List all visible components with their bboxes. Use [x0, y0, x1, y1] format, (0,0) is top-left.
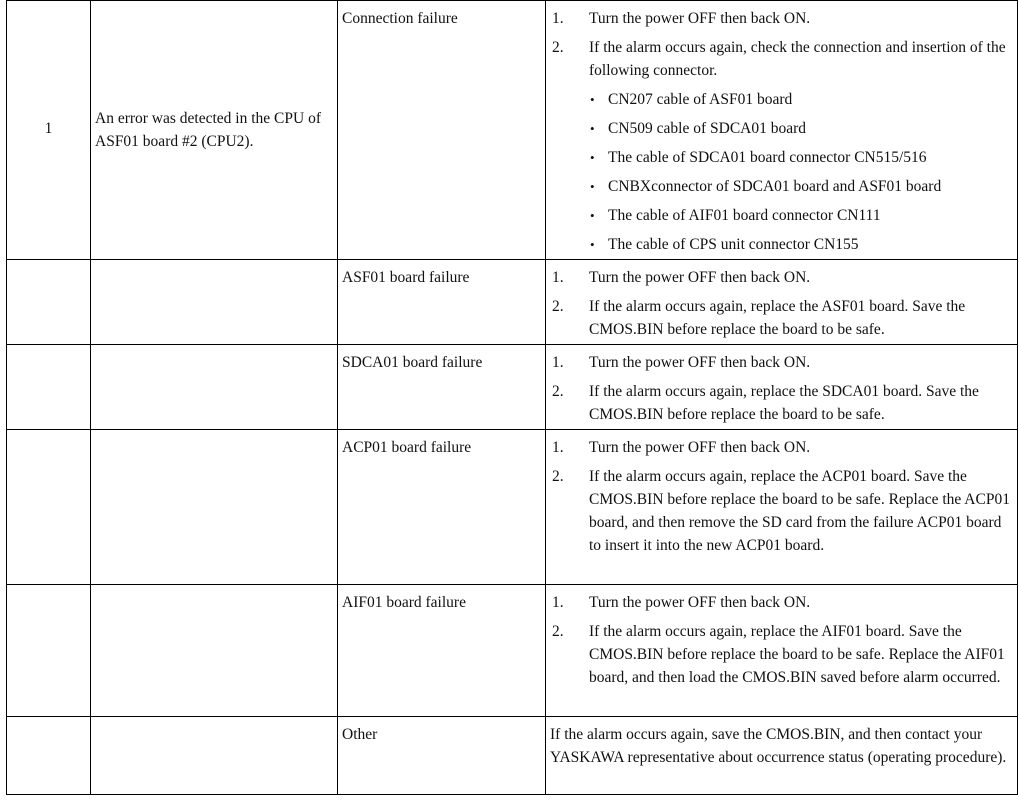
connector-text: The cable of SDCA01 board connector CN515/516 — [608, 149, 927, 166]
remedy-cell — [546, 585, 1018, 717]
list-item — [589, 175, 1013, 198]
remedy-step — [550, 351, 1013, 374]
remedy-step — [550, 436, 1013, 459]
alarm-number — [7, 345, 90, 354]
remedy-cell — [546, 260, 1018, 345]
remedy-text: If the alarm occurs again, save the CMOS.BIN, and then contact your YASKAWA representative about occurrence status (operating procedure). — [550, 726, 1007, 766]
remedy-step — [550, 266, 1013, 289]
remedy-step — [550, 36, 1013, 256]
remedy-cell — [546, 430, 1018, 585]
step-number: 2. — [552, 468, 564, 485]
list-item — [589, 88, 1013, 111]
step-number: 1. — [552, 439, 564, 456]
list-item — [589, 204, 1013, 227]
step-number: 2. — [552, 298, 564, 315]
alarm-number — [7, 430, 90, 439]
alarm-remedy-table — [6, 0, 1018, 795]
table-row — [7, 717, 1018, 795]
step-text: If the alarm occurs again, replace the AIF01 board. Save the CMOS.BIN before replace the board to be safe. Replace the AIF01 board, and then load the CMOS.BIN saved before alarm occurred. — [589, 623, 1005, 686]
step-number: 1. — [552, 10, 564, 27]
step-text: If the alarm occurs again, replace the ACP01 board. Save the CMOS.BIN before replace the board to be safe. Replace the ACP01 board, and then remove the SD card from the failure ACP01 board to insert it into the new ACP01 board. — [589, 468, 1010, 554]
alarm-description-cell — [91, 430, 338, 585]
alarm-number — [7, 585, 90, 594]
alarm-number — [7, 717, 90, 726]
bullet-icon: • — [590, 179, 595, 194]
step-body — [589, 36, 1013, 256]
table-row — [7, 1, 1018, 260]
step-number: 2. — [552, 383, 564, 400]
list-item — [589, 146, 1013, 169]
step-text: If the alarm occurs again, check the connection and insertion of the following connector. — [589, 39, 1006, 79]
cause-cell — [338, 430, 546, 585]
alarm-description — [91, 345, 337, 354]
cause-cell — [338, 585, 546, 717]
bullet-icon: • — [590, 237, 595, 252]
step-text: Turn the power OFF then back ON. — [589, 594, 811, 611]
remedy-step — [550, 591, 1013, 614]
connector-text: CN207 cable of ASF01 board — [608, 91, 793, 108]
cause-label: AIF01 board failure — [342, 594, 466, 611]
cause-cell — [338, 1, 546, 260]
alarm-number-cell — [7, 345, 91, 430]
alarm-description-cell — [91, 1, 338, 260]
alarm-description-cell — [91, 345, 338, 430]
bullet-icon: • — [590, 208, 595, 223]
step-text: If the alarm occurs again, replace the ASF01 board. Save the CMOS.BIN before replace the board to be safe. — [589, 298, 966, 338]
remedy-step — [550, 465, 1013, 557]
bullet-icon: • — [590, 150, 595, 165]
cause-label: Other — [342, 726, 378, 743]
remedy-steps — [546, 345, 1017, 429]
table-row — [7, 430, 1018, 585]
alarm-number-cell — [7, 430, 91, 585]
alarm-description — [91, 430, 337, 439]
cause-cell — [338, 345, 546, 430]
remedy-step — [550, 380, 1013, 426]
remedy-cell — [546, 717, 1018, 795]
list-item — [589, 233, 1013, 256]
cause-cell — [338, 260, 546, 345]
connector-text: The cable of AIF01 board connector CN111 — [608, 207, 881, 224]
remedy-steps — [546, 430, 1017, 560]
connector-text: CNBXconnector of SDCA01 board and ASF01 board — [608, 178, 942, 195]
step-text: Turn the power OFF then back ON. — [589, 10, 811, 27]
connector-text: CN509 cable of SDCA01 board — [608, 120, 807, 137]
remedy-cell — [546, 345, 1018, 430]
step-number: 1. — [552, 594, 564, 611]
table-row — [7, 260, 1018, 345]
alarm-number — [7, 260, 90, 269]
remedy-steps — [546, 260, 1017, 344]
cause-label: Connection failure — [342, 10, 458, 27]
cause-label: ACP01 board failure — [342, 439, 472, 456]
alarm-number-cell — [7, 1, 91, 260]
alarm-description — [91, 585, 337, 594]
step-number: 2. — [552, 623, 564, 640]
alarm-description — [91, 717, 337, 726]
cause-cell — [338, 717, 546, 795]
table-row — [7, 345, 1018, 430]
step-text: If the alarm occurs again, replace the SDCA01 board. Save the CMOS.BIN before replace the board to be safe. — [589, 383, 979, 423]
step-text: Turn the power OFF then back ON. — [589, 269, 811, 286]
remedy-steps — [546, 585, 1017, 692]
alarm-description-cell — [91, 717, 338, 795]
alarm-description-cell — [91, 260, 338, 345]
list-item — [589, 117, 1013, 140]
step-number: 1. — [552, 354, 564, 371]
remedy-cell — [546, 1, 1018, 260]
remedy-step — [550, 620, 1013, 689]
step-text: Turn the power OFF then back ON. — [589, 439, 811, 456]
table-row — [7, 585, 1018, 717]
remedy-step — [550, 7, 1013, 30]
alarm-number: 1 — [44, 120, 53, 137]
bullet-icon: • — [590, 92, 595, 107]
alarm-description-cell — [91, 585, 338, 717]
remedy-step — [550, 295, 1013, 341]
alarm-description — [91, 260, 337, 269]
alarm-description: An error was detected in the CPU of ASF01 board #2 (CPU2). — [95, 110, 321, 150]
alarm-number-cell — [7, 260, 91, 345]
remedy-steps — [546, 1, 1017, 259]
cause-label: SDCA01 board failure — [342, 354, 483, 371]
step-text: Turn the power OFF then back ON. — [589, 354, 811, 371]
step-number: 2. — [552, 39, 564, 56]
step-number: 1. — [552, 269, 564, 286]
connector-text: The cable of CPS unit connector CN155 — [608, 236, 859, 253]
alarm-number-cell — [7, 585, 91, 717]
alarm-number-cell — [7, 717, 91, 795]
cause-label: ASF01 board failure — [342, 269, 470, 286]
connector-list — [589, 88, 1013, 256]
bullet-icon: • — [590, 121, 595, 136]
